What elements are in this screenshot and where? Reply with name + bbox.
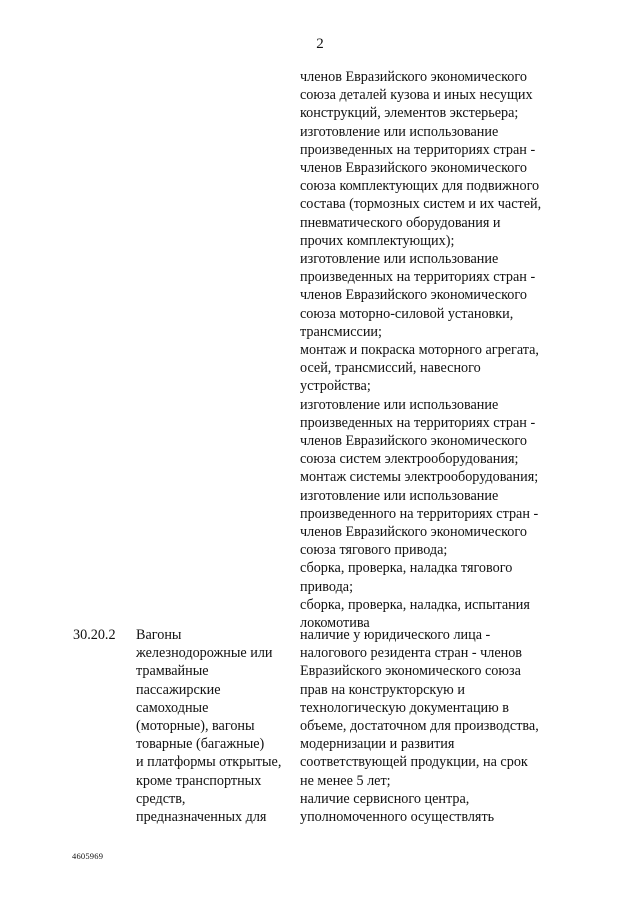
document-id: 4605969	[72, 851, 104, 861]
product-line: средств,	[136, 790, 186, 807]
requirement-line: пневматического оборудования и	[300, 214, 501, 231]
product-line: (моторные), вагоны	[136, 718, 255, 735]
requirement-line: монтаж и покраска моторного агрегата,	[300, 342, 539, 359]
classification-code: 30.20.2	[73, 627, 116, 643]
requirement-line: союза тягового привода;	[300, 542, 448, 559]
requirement-line: состава (тормозных систем и их частей,	[300, 196, 542, 213]
requirement-line: членов Евразийского экономического	[300, 433, 527, 450]
requirement-line: членов Евразийского экономического	[300, 160, 527, 177]
requirement-line: произведенных на территориях стран -	[300, 141, 536, 158]
requirement-line: уполномоченного осуществлять	[300, 809, 495, 826]
continued-requirements-text	[300, 68, 541, 632]
requirement-line: союза моторно-силовой установки,	[300, 305, 514, 322]
requirement-line: трансмиссии;	[300, 323, 382, 340]
requirement-line: Евразийского экономического союза	[300, 663, 521, 680]
row-requirements-text	[300, 626, 539, 826]
product-line: предназначенных для	[136, 809, 267, 826]
requirement-line: изготовление или использование	[300, 396, 499, 413]
page-number: 2	[316, 36, 324, 52]
requirement-line: наличие сервисного центра,	[300, 790, 470, 807]
requirement-line: изготовление или использование	[300, 123, 499, 140]
requirement-line: прочих комплектующих);	[300, 232, 455, 249]
requirement-line: привода;	[300, 578, 354, 595]
requirement-line: налогового резидента стран - членов	[300, 645, 523, 662]
product-name-text	[136, 626, 281, 826]
requirement-line: членов Евразийского экономического	[300, 69, 527, 85]
requirement-line: союза комплектующих для подвижного	[300, 178, 540, 195]
product-line: и платформы открытые,	[136, 754, 282, 771]
product-line: кроме транспортных	[136, 772, 262, 789]
requirement-line: изготовление или использование	[300, 251, 499, 268]
requirement-line: членов Евразийского экономического	[300, 524, 527, 541]
product-line: пассажирские	[136, 681, 221, 698]
requirement-line: конструкций, элементов экстерьера;	[300, 105, 519, 122]
requirement-line: произведенного на территориях стран -	[300, 505, 539, 522]
requirement-line: технологическую документацию в	[300, 699, 509, 716]
requirement-line: изготовление или использование	[300, 487, 499, 504]
product-line: самоходные	[136, 699, 209, 716]
requirement-line: произведенных на территориях стран -	[300, 414, 536, 431]
requirement-line: сборка, проверка, наладка, испытания	[300, 596, 530, 613]
requirement-line: прав на конструкторскую и	[300, 681, 465, 698]
requirement-line: сборка, проверка, наладка тягового	[300, 560, 513, 577]
requirement-line: союза деталей кузова и иных несущих	[300, 87, 533, 104]
requirement-line: наличие у юридического лица -	[300, 627, 491, 643]
product-line: Вагоны	[136, 627, 182, 643]
product-line: трамвайные	[136, 663, 209, 680]
requirement-line: произведенных на территориях стран -	[300, 269, 536, 286]
requirement-line: членов Евразийского экономического	[300, 287, 527, 304]
product-line: железнодорожные или	[136, 645, 273, 662]
requirement-line: монтаж системы электрооборудования;	[300, 469, 539, 486]
requirement-line: союза систем электрооборудования;	[300, 451, 519, 468]
requirement-line: осей, трансмиссий, навесного	[300, 360, 481, 377]
requirement-line: устройства;	[300, 378, 371, 395]
requirement-line: соответствующей продукции, на срок	[300, 754, 528, 771]
requirement-line: модернизации и развития	[300, 736, 455, 753]
requirement-line: объеме, достаточном для производства,	[300, 718, 539, 735]
requirement-line: локомотива	[300, 615, 370, 632]
requirement-line: не менее 5 лет;	[300, 772, 391, 789]
product-line: товарные (багажные)	[136, 736, 265, 753]
